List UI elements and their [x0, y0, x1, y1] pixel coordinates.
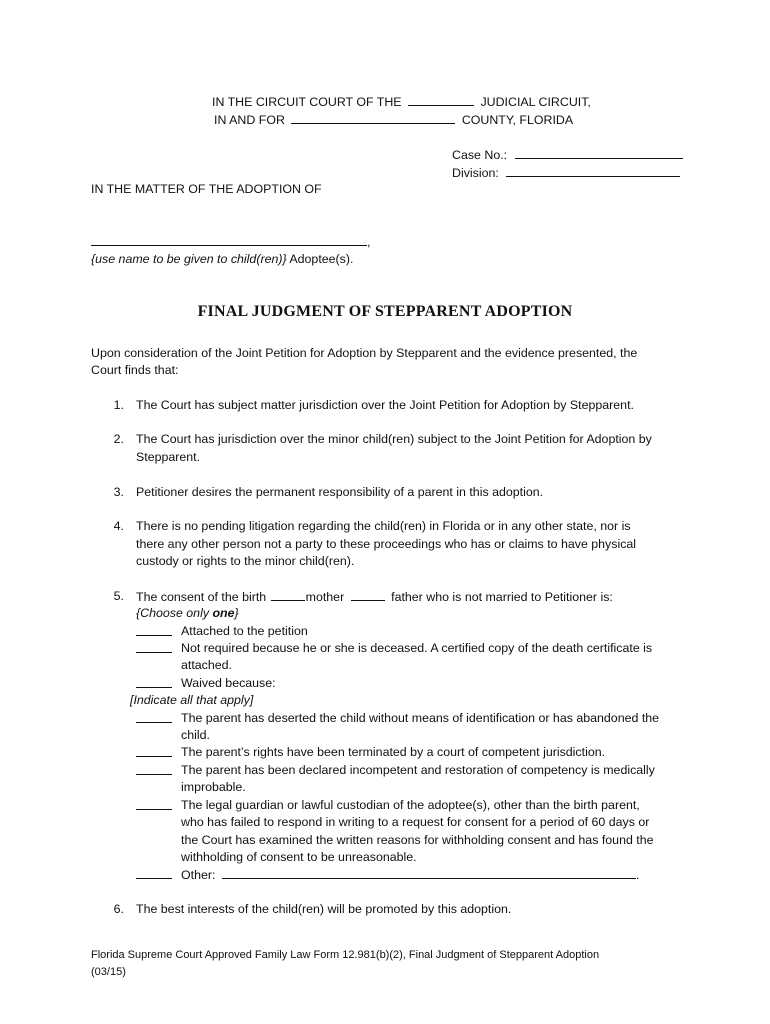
reason-guardian-line-4: withholding of consent to be unreasonable. [181, 850, 417, 864]
finding-6-number: 6. [113, 902, 124, 916]
option-not-required-line-1: Not required because he or she is deceased. A certified copy of the death certificate is [181, 641, 653, 655]
finding-2-line-2: Stepparent. [136, 450, 201, 464]
option-waived-text: Waived because: [181, 676, 276, 690]
matter-heading: IN THE MATTER OF THE ADOPTION OF [91, 182, 322, 196]
county-line-suffix: COUNTY, FLORIDA [461, 113, 574, 127]
circuit-blank[interactable] [408, 93, 474, 106]
adoptee-label: Adoptee(s). [289, 252, 354, 266]
county-line [214, 111, 573, 130]
footer-line-2: (03/15) [91, 965, 126, 978]
division-blank[interactable] [506, 164, 680, 177]
reason-deserted-line-2: child. [181, 728, 210, 742]
finding-6-text: The best interests of the child(ren) will be promoted by this adoption. [136, 902, 512, 916]
option-waived-blank[interactable] [136, 675, 182, 694]
adoptee-name-blank[interactable] [91, 233, 367, 246]
case-no-label: Case No.: [452, 148, 508, 162]
reason-guardian-blank[interactable] [136, 797, 182, 816]
option-attached-blank[interactable] [136, 623, 182, 642]
choose-suffix: } [234, 606, 239, 620]
reason-other-period: . [635, 868, 640, 882]
reason-other-line [181, 866, 686, 885]
adoptee-hint-line [91, 251, 353, 269]
court-line [212, 93, 591, 112]
finding-3-number: 3. [113, 485, 124, 499]
finding-4-line-3: custody or rights to the minor child(ren). [136, 554, 355, 568]
choose-bold: one [212, 606, 235, 620]
adoptee-name-hint: {use name to be given to child(ren)} [91, 252, 287, 266]
finding-1-text: The Court has subject matter jurisdiction over the Joint Petition for Adoption by Stepparent. [136, 398, 634, 412]
reason-deserted-blank[interactable] [136, 710, 182, 729]
intro-line-2: Court finds that: [91, 363, 179, 377]
finding-2-line-1: The Court has jurisdiction over the minor child(ren) subject to the Joint Petition for Adoption by [136, 432, 652, 446]
case-no-blank[interactable] [515, 146, 683, 159]
intro-line-1: Upon consideration of the Joint Petition for Adoption by Stepparent and the evidence presented, the [91, 346, 638, 360]
finding-4-line-2: there any other person not a party to these proceedings who has or claims to have physical [136, 537, 637, 551]
indicate-all-instruction: [Indicate all that apply] [130, 693, 254, 707]
reason-incompetent-blank[interactable] [136, 762, 182, 781]
court-line-prefix: IN THE CIRCUIT COURT OF THE [212, 95, 402, 109]
reason-terminated-blank[interactable] [136, 744, 182, 763]
choose-one-instruction [136, 605, 239, 623]
option-not-required-line-2: attached. [181, 658, 232, 672]
reason-other-input[interactable] [222, 866, 636, 879]
father-checkbox-blank[interactable] [351, 588, 385, 601]
adoptee-name-comma: , [367, 235, 371, 249]
adoptee-name-line [91, 233, 370, 252]
reason-deserted-line-1: The parent has deserted the child without means of identification or has abandoned the [181, 711, 660, 725]
finding-4-number: 4. [113, 519, 124, 533]
division-line [452, 164, 680, 183]
reason-terminated-text: The parent’s rights have been terminated by a court of competent jurisdiction. [181, 745, 606, 759]
form-footer [91, 947, 599, 980]
document-title: FINAL JUDGMENT OF STEPPARENT ADOPTION [197, 303, 573, 320]
consent-prefix: The consent of the birth [136, 590, 267, 604]
finding-5-consent-line [136, 588, 613, 607]
county-blank[interactable] [291, 111, 455, 124]
finding-5-number: 5. [113, 589, 124, 603]
choose-prefix: {Choose only [136, 606, 213, 620]
court-line-suffix: JUDICIAL CIRCUIT, [480, 95, 591, 109]
reason-other-label: Other: [181, 868, 216, 882]
footer-line-1: Florida Supreme Court Approved Family Law Form 12.981(b)(2), Final Judgment of Stepparent Adoption [91, 949, 600, 961]
reason-guardian-line-1: The legal guardian or lawful custodian of the adoptee(s), other than the birth parent, [181, 798, 640, 812]
reason-other-blank[interactable] [136, 866, 182, 885]
reason-incompetent-line-2: improbable. [181, 780, 246, 794]
county-line-prefix: IN AND FOR [214, 113, 285, 127]
reason-guardian-line-2: who has failed to respond in writing to a request for consent for a period of 60 days or [181, 815, 650, 829]
consent-mother: mother [305, 590, 345, 604]
option-attached-text: Attached to the petition [181, 624, 308, 638]
option-not-required-blank[interactable] [136, 640, 182, 659]
consent-father: father who is not married to Petitioner is: [391, 590, 613, 604]
division-label: Division: [452, 166, 499, 180]
mother-checkbox-blank[interactable] [271, 588, 305, 601]
reason-incompetent-line-1: The parent has been declared incompetent and restoration of competency is medically [181, 763, 655, 777]
finding-1-number: 1. [113, 398, 124, 412]
case-no-line [452, 146, 683, 165]
reason-guardian-line-3: the Court has examined the written reasons for withholding consent and has found the [181, 833, 654, 847]
finding-4-line-1: There is no pending litigation regarding the child(ren) in Florida or in any other state, nor is [136, 519, 631, 533]
finding-2-number: 2. [113, 432, 124, 446]
finding-3-text: Petitioner desires the permanent responsibility of a parent in this adoption. [136, 485, 544, 499]
